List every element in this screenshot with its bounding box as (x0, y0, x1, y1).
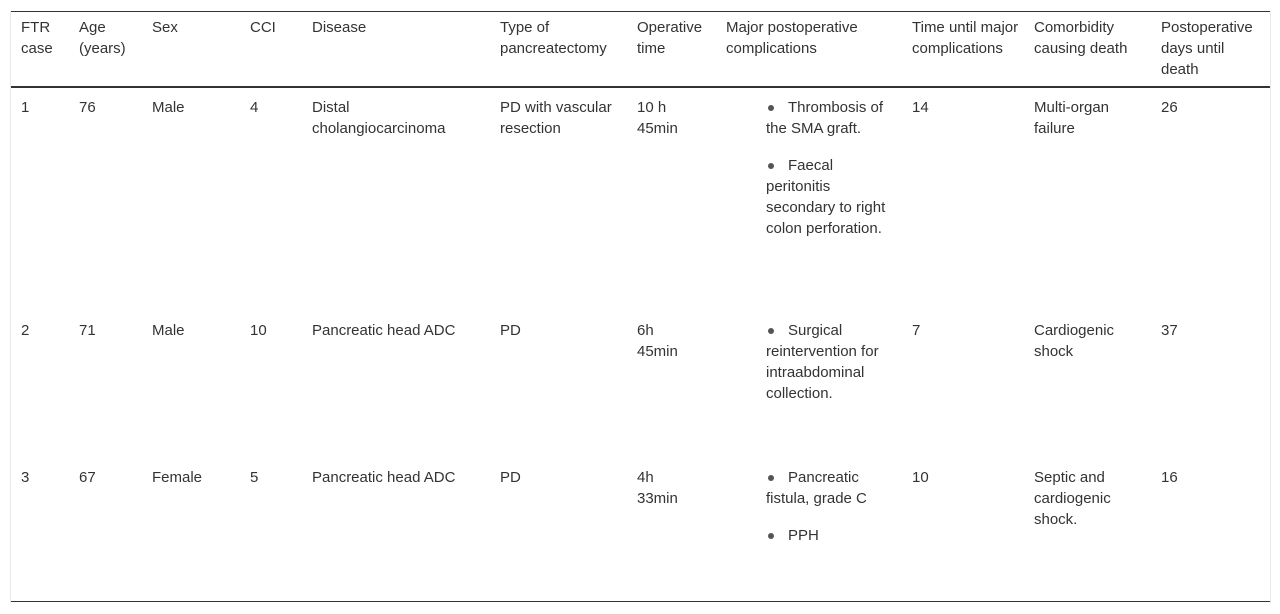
complications-list (726, 320, 898, 404)
header-disease: Disease (312, 19, 367, 36)
bullet-icon (768, 328, 774, 334)
cell-complications (716, 311, 902, 458)
complication-text: Surgical reintervention for intraabdominal collection. (766, 322, 879, 402)
bullet-icon (768, 533, 774, 539)
complication-text: PPH (788, 527, 819, 544)
cell-disease: Pancreatic head ADC (312, 322, 456, 339)
cell-sex: Male (152, 322, 185, 339)
header-major-complications: Major postoperative complications (726, 19, 858, 57)
header-operative-time: Operative time (637, 19, 703, 57)
table-bottom-rule (11, 601, 1270, 602)
cell-disease: Pancreatic head ADC (312, 469, 456, 486)
cell-operative-time: 6h 45min (637, 322, 678, 360)
complication-text: Pancreatic fistula, grade C (766, 469, 867, 507)
cell-cci: 5 (250, 469, 259, 486)
cell-time-until: 14 (912, 99, 929, 116)
cell-comorbidity: Septic and cardiogenic shock. (1034, 469, 1111, 528)
cell-type: PD with vascular resection (500, 99, 612, 137)
cell-case: 3 (21, 469, 30, 486)
header-time-until-complications: Time until major complications (912, 19, 1019, 57)
list-item (766, 320, 898, 404)
complications-list (726, 97, 898, 239)
list-item (766, 467, 898, 509)
cell-disease: Distal cholangiocarcinoma (312, 99, 446, 137)
complication-text: Faecal peritonitis secondary to right colon perforation. (766, 157, 886, 237)
cell-sex: Male (152, 99, 185, 116)
cell-complications (716, 87, 902, 311)
header-age: Age (years) (79, 19, 126, 57)
cell-operative-time: 4h 33min (637, 469, 678, 507)
cell-age: 76 (79, 99, 96, 116)
bullet-icon (768, 475, 774, 481)
header-ftr-case: FTR case (21, 19, 53, 57)
cell-days-until-death: 16 (1161, 469, 1178, 486)
table-row (11, 458, 1270, 587)
complication-text: Thrombosis of the SMA graft. (766, 99, 884, 137)
ftr-cases-table (11, 11, 1270, 587)
cell-comorbidity: Multi-organ failure (1034, 99, 1110, 137)
table-header-row (11, 12, 1270, 88)
cell-age: 67 (79, 469, 96, 486)
cell-type: PD (500, 469, 521, 486)
ftr-table-container (10, 11, 1271, 603)
header-type-of-pancreatectomy: Type of pancreatectomy (500, 19, 607, 57)
header-sex: Sex (152, 19, 178, 36)
cell-type: PD (500, 322, 521, 339)
cell-days-until-death: 26 (1161, 99, 1178, 116)
header-cci: CCI (250, 19, 276, 36)
cell-age: 71 (79, 322, 96, 339)
complications-list (726, 467, 898, 546)
cell-cci: 4 (250, 99, 259, 116)
cell-comorbidity: Cardiogenic shock (1034, 322, 1115, 360)
table-row (11, 87, 1270, 311)
bullet-icon (768, 163, 774, 169)
cell-case: 2 (21, 322, 30, 339)
cell-complications (716, 458, 902, 587)
cell-days-until-death: 37 (1161, 322, 1178, 339)
list-item (766, 97, 898, 139)
cell-time-until: 7 (912, 322, 921, 339)
list-item (766, 155, 898, 239)
list-item (766, 525, 898, 546)
cell-operative-time: 10 h 45min (637, 99, 678, 137)
cell-time-until: 10 (912, 469, 929, 486)
cell-sex: Female (152, 469, 203, 486)
header-days-until-death: Postoperative days until death (1161, 19, 1253, 78)
bullet-icon (768, 105, 774, 111)
cell-cci: 10 (250, 322, 267, 339)
cell-case: 1 (21, 99, 30, 116)
table-row (11, 311, 1270, 458)
header-comorbidity: Comorbidity causing death (1034, 19, 1128, 57)
